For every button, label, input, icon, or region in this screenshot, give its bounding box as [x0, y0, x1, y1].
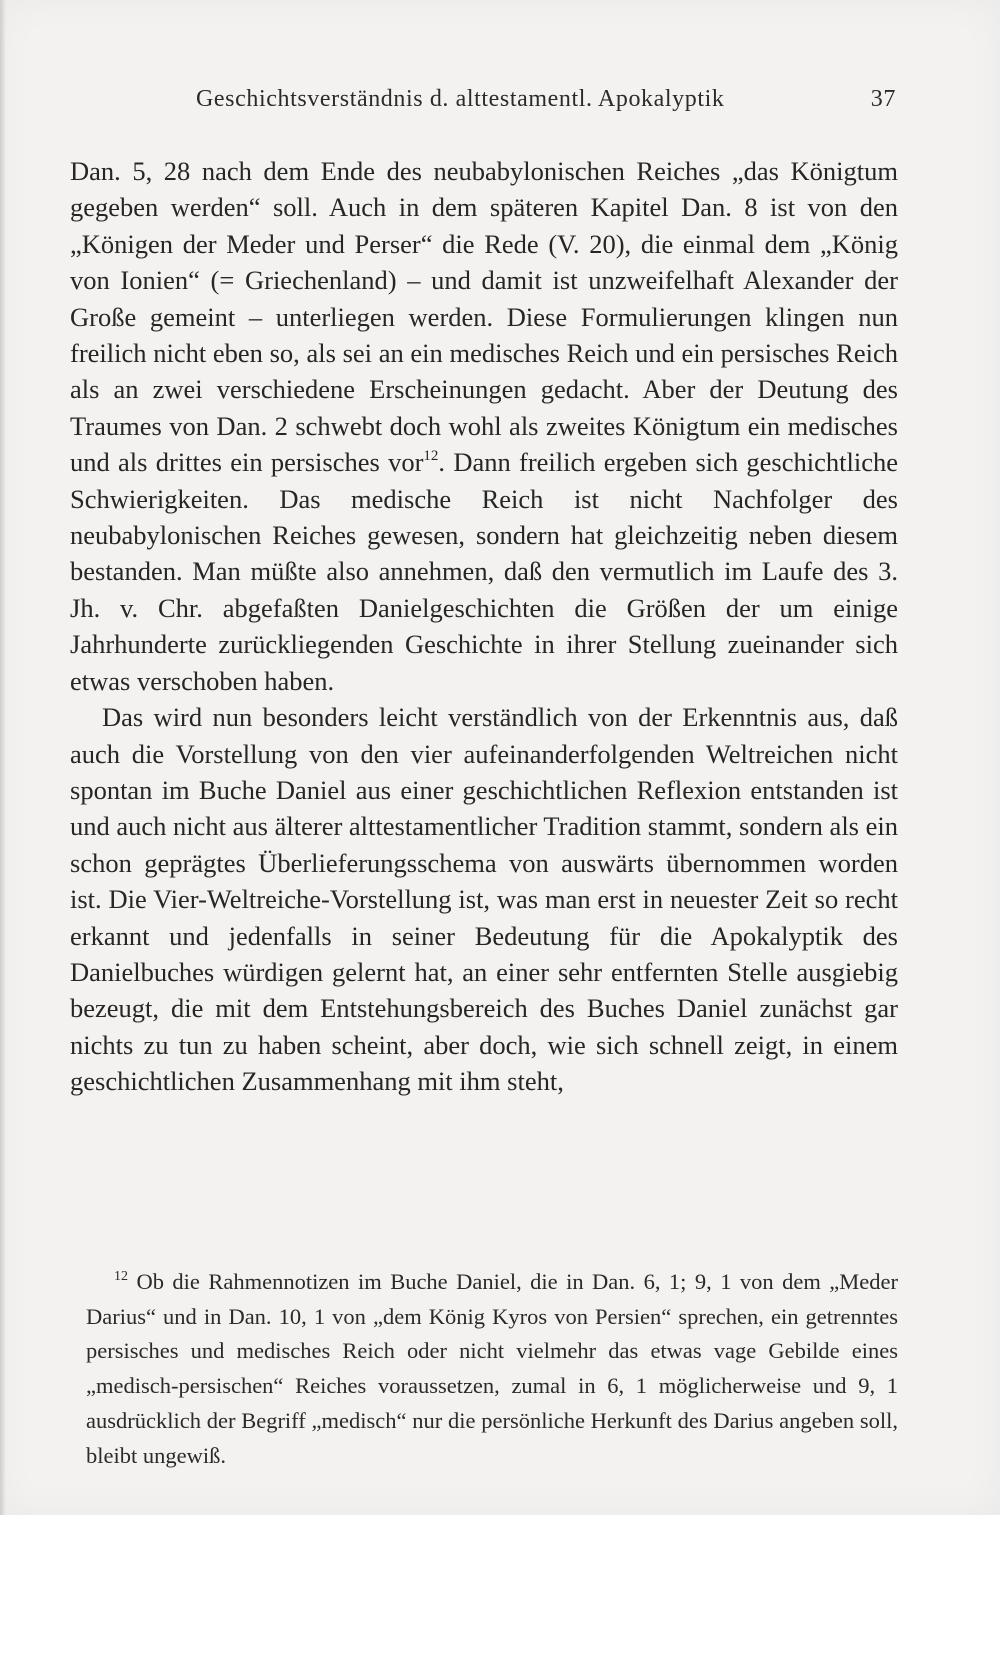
footnote — [86, 1265, 898, 1473]
paragraph-1 — [70, 153, 898, 699]
paragraph-1-part-1: Dan. 5, 28 nach dem Ende des neubabylonischen Reiches „das Königtum gegeben werden“ soll. Auch in dem späteren Kapitel Dan. 8 ist von den „Königen der Meder und Perser“ die Rede (V. 20), die einmal dem „König von Ionien“ (= Griechenland) – und damit ist unzweifelhaft Alexander der Große gemeint – unterliegen werden. Diese Formulierungen klingen nun freilich nicht eben so, als sei an ein medisches Reich und ein persisches Reich als an zwei verschiedene Erscheinungen gedacht. Aber der Deutung des Traumes von Dan. 2 schwebt doch wohl als zweites Königtum ein medisches und als drittes ein persisches vor — [70, 156, 898, 478]
footnote-text: Ob die Rahmennotizen im Buche Daniel, die in Dan. 6, 1; 9, 1 von dem „Meder Darius“ und in Dan. 10, 1 von „dem König Kyros von Persien“ sprechen, ein getrenntes persisches und medisches Reich oder nicht vielmehr das etwas vage Gebilde eines „medisch-persischen“ Reiches voraussetzen, zumal in 6, 1 möglicherweise und 9, 1 ausdrücklich der Begriff „medisch“ nur die persönliche Herkunft des Darius angeben soll, bleibt ungewiß. — [86, 1269, 898, 1468]
page-edge-shadow — [0, 0, 6, 1515]
page-number: 37 — [870, 86, 896, 112]
running-title: Geschichtsverständnis d. alttestamentl. Apokalyptik — [196, 86, 725, 112]
paragraph-1-part-2: . Dann freilich ergeben sich geschichtliche Schwierigkeiten. Das medische Reich ist nicht Nachfolger des neubabylonischen Reiches gewesen, sondern hat gleichzeitig neben diesem bestanden. Man müßte also annehmen, daß den vermutlich im Laufe des 3. Jh. v. Chr. abgefaßten Danielgeschichten die Größen der um einige Jahrhunderte zurückliegenden Geschichte in ihrer Stellung zueinander sich etwas verschoben haben. — [70, 447, 898, 696]
paragraph-2: Das wird nun besonders leicht verständlich von der Erkenntnis aus, daß auch die Vorstellung von den vier aufeinanderfolgenden Weltreichen nicht spontan im Buche Daniel aus einer geschichtlichen Reflexion entstanden ist und auch nicht aus älterer alttestamentlicher Tradition stammt, sondern als ein schon geprägtes Überlieferungsschema von auswärts übernommen worden ist. Die Vier-Weltreiche-Vorstellung ist, was man erst in neuester Zeit so recht erkannt und jedenfalls in seiner Bedeutung für die Apokalyptik des Danielbuches würdigen gelernt hat, an einer sehr entfernten Stelle ausgiebig bezeugt, die mit dem Entstehungsbereich des Buches Daniel zunächst gar nichts zu tun zu haben scheint, aber doch, wie sich schnell zeigt, in einem geschichtlichen Zusammenhang mit ihm steht, — [70, 702, 898, 1097]
running-header — [196, 86, 896, 118]
main-text — [70, 153, 898, 1100]
footnote-number: 12 — [114, 1269, 128, 1284]
footnote-paragraph — [86, 1265, 898, 1473]
footnote-reference: 12 — [423, 448, 439, 465]
blank-scan-margin — [0, 1515, 1000, 1677]
